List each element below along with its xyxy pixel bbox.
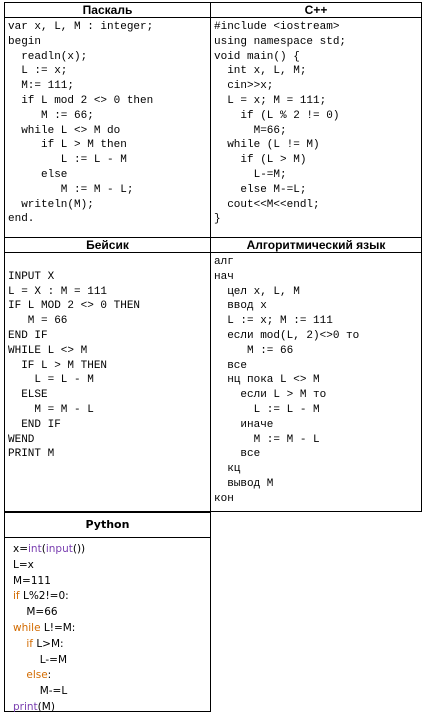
python-line [13, 700, 210, 716]
python-builtin: int [28, 543, 42, 555]
python-token: L%2!=0: [19, 590, 69, 603]
python-line [13, 574, 210, 590]
header-row-2 [5, 238, 421, 253]
python-token: L=x [13, 558, 34, 571]
python-token [13, 685, 40, 697]
code-row-1 [5, 18, 421, 238]
python-code [5, 538, 210, 716]
python-token: x= [13, 543, 29, 555]
python-token: M-=L [39, 685, 68, 698]
python-line [13, 605, 210, 621]
python-line [13, 653, 210, 669]
python-keyword: else [26, 669, 48, 682]
python-token: ()) [72, 543, 86, 555]
python-builtin: input [45, 543, 73, 555]
code-row-2 [5, 253, 421, 511]
python-token [13, 669, 26, 681]
python-token: L-=M [39, 653, 68, 666]
python-keyword: if [26, 637, 33, 650]
python-token: ( [41, 543, 46, 555]
python-token: (M) [37, 700, 55, 713]
python-line [13, 542, 210, 558]
python-token: M=111 [13, 574, 51, 587]
python-token [13, 654, 40, 666]
python-line [13, 637, 210, 653]
pascal-code: var x, L, M : integer; begin readln(x); L := x; M:= 111; if L mod 2 <> 0 then M := 66; while L <> M do if L > M then L := L - M else M := M - L; writeln(M); end. [5, 18, 211, 238]
header-python: Python [5, 513, 210, 538]
python-token: : [47, 669, 52, 682]
header-cpp: C++ [211, 3, 421, 18]
python-line [13, 589, 210, 605]
python-token: M=66 [26, 606, 58, 619]
header-basic: Бейсик [5, 238, 211, 253]
header-algorithmic: Алгоритмический язык [211, 238, 421, 253]
basic-code: INPUT X L = X : M = 111 IF L MOD 2 <> 0 THEN M = 66 END IF WHILE L <> M IF L > M THEN L = L - M ELSE M = M - L END IF WEND PRINT M [5, 253, 211, 511]
python-line [13, 668, 210, 684]
python-builtin: print [13, 700, 38, 713]
python-line [13, 684, 210, 700]
python-block [4, 512, 211, 712]
python-token [13, 638, 26, 650]
cpp-code: #include <iostream> using namespace std; void main() { int x, L, M; cin>>x; L = x; M = 111; if (L % 2 != 0) M=66; while (L != M) if (L > M) L-=M; else M-=L; cout<<M<<endl; } [211, 18, 421, 238]
python-token [13, 606, 26, 618]
python-token: L!=M: [40, 621, 76, 634]
python-token: L>M: [32, 637, 64, 650]
python-keyword: while [13, 621, 41, 634]
python-keyword: if [13, 590, 20, 603]
python-line [13, 558, 210, 574]
code-comparison-table [4, 2, 422, 512]
header-row-1 [5, 3, 421, 18]
algorithmic-code: алг нач цел x, L, M ввод x L := x; M := 111 если mod(L, 2)<>0 то M := 66 все нц пока L <> M если L > M то L := L - M иначе M := M - L все кц вывод M кон [214, 256, 360, 505]
python-line [13, 621, 210, 637]
header-pascal: Паскаль [5, 3, 211, 18]
